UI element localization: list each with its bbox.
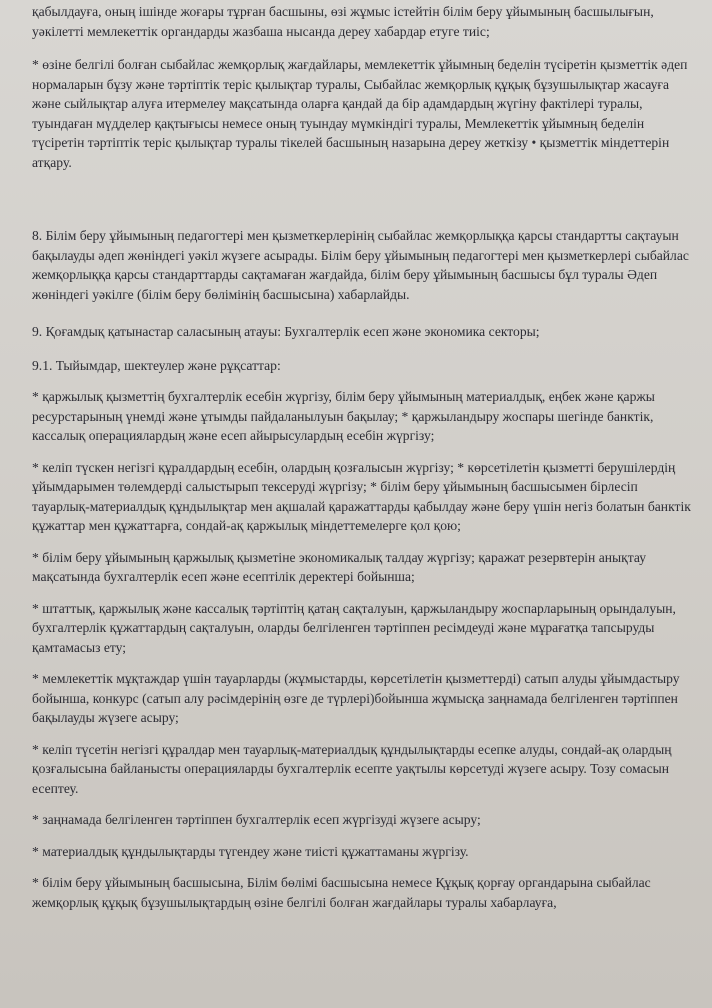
paragraph-continuation: қабылдауға, оның ішінде жоғары тұрған басшыны, өзі жұмыс істейтін білім беру ұйымының басшылығын, уәкілетті мемлекеттік органдарды жазбаша нысанда дереу хабардар етуге тиіс; (32, 4, 654, 39)
paragraph-obligation-report: * өзіне белгілі болған сыбайлас жемқорлық жағдайлары, мемлекеттік ұйымның беделін түсіретін қызметтік әдеп нормаларын бұзу және тәртіптік теріс қылықтар туралы, Сыбайлас жемқорлық құқық бұзушылықтар жасауға және сыйлықтар алуға итермелеу мақсатында оларға қандай да бір адамдардың жүгіну фактілері туралы, туындаған мүдделер қақтығысы немесе оның туындау мүмкіндігі туралы, Мемлекеттік ұйымның беделін түсіретін тәртіптік теріс қылықтар туралы тікелей басшының назарына дереу жеткізу • қызметтік міндеттерін атқару. (32, 57, 688, 170)
list-item: * білім беру ұйымының қаржылық қызметіне экономикалық талдау жүргізу; қаражат резервтерін анықтау мақсатында бухгалтерлік есеп және есептілік деректері бойынша; (32, 549, 647, 584)
list-item: * білім беру ұйымының басшысына, Білім бөлімі басшысына немесе Құқық қорғау органдарына сыбайлас жемқорлық құқық бұзушылықтардың өзіне белгілі болған жағдайлары туралы хабарлауға, (32, 875, 651, 910)
list-item: * материалдық құндылықтарды түгендеу және тиісті құжаттаманы жүргізу. (32, 843, 469, 859)
list-item: * келіп түскен негізгі құралдардың есебін, олардың қозғалысын жүргізу; * көрсетілетін қызметті берушілердің ұйымдарымен төлемдерді салыстырып тексеруді жүргізу; * білім беру ұйымының басшысымен бірлесіп тауарлық-материалдық құндылықтар мен ақшалай қаражаттарды қабылдау және беру үшін негіз болатын банктік құжаттар мен құжаттарға, сондай-ақ қаржылық міндеттемелерге қол қою; (32, 459, 691, 533)
list-item: * қаржылық қызметтің бухгалтерлік есебін жүргізу, білім беру ұйымының материалдық, еңбек және қаржы ресурстарының үнемді және ұтымды пайдаланылуын бақылау; * қаржыландыру жоспары шегінде банктік, кассалық операциялардың және есеп айырысулардың есебін жүргізу; (32, 389, 655, 443)
list-item: * келіп түсетін негізгі құралдар мен тауарлық-материалдық құндылықтарды есепке алуды, сондай-ақ олардың қозғалысына байланысты операцияларды бухгалтерлік есепте уақтылы көрсетуді жүзеге асыру. Тозу сомасын есептеу. (32, 741, 672, 796)
list-item: * штаттық, қаржылық және кассалық тәртіптің қатаң сақталуын, қаржыландыру жоспарларының орындалуын, бухгалтерлік құжаттардың сақталуын, оларды белгіленген тәртіппен ресімдеуді және мұрағатқа тапсыруды қамтамасыз ету; (32, 600, 676, 655)
section-9-heading: 9. Қоғамдық қатынастар саласының атауы: Бухгалтерлік есеп және экономика секторы; (32, 324, 540, 339)
list-item: * заңнамада белгіленген тәртіппен бухгалтерлік есеп жүргізуді жүзеге асыру; (32, 812, 481, 827)
blank-space (32, 172, 692, 226)
section-9-1-heading: 9.1. Тыйымдар, шектеулер және рұқсаттар: (32, 357, 281, 373)
section-8-paragraph: 8. Білім беру ұйымының педагогтері мен қызметкерлерінің сыбайлас жемқорлыққа қарсы стандартты сақтауын бақылауды әдеп жөніндегі уәкіл жүзеге асырады. Білім беру ұйымының педагогтері мен қызметкерлері сыбайлас жемқорлыққа қарсы стандарттарды сақтамаған жағдайда, білім беру ұйымының басшысы бұл туралы Әдеп жөніндегі уәкілге (білім беру бөлімінің басшысына) хабарлайды. (32, 228, 689, 302)
list-item: * мемлекеттік мұқтаждар үшін тауарларды (жұмыстарды, көрсетілетін қызметтерді) сатып алуды ұйымдастыру бойынша, конкурс (сатып алу рәсімдерінің өзге де түрлері)бойынша жұмысқа заңнамада белгіленген тәртіппен бақылауды жүзеге асыру; (32, 671, 680, 725)
